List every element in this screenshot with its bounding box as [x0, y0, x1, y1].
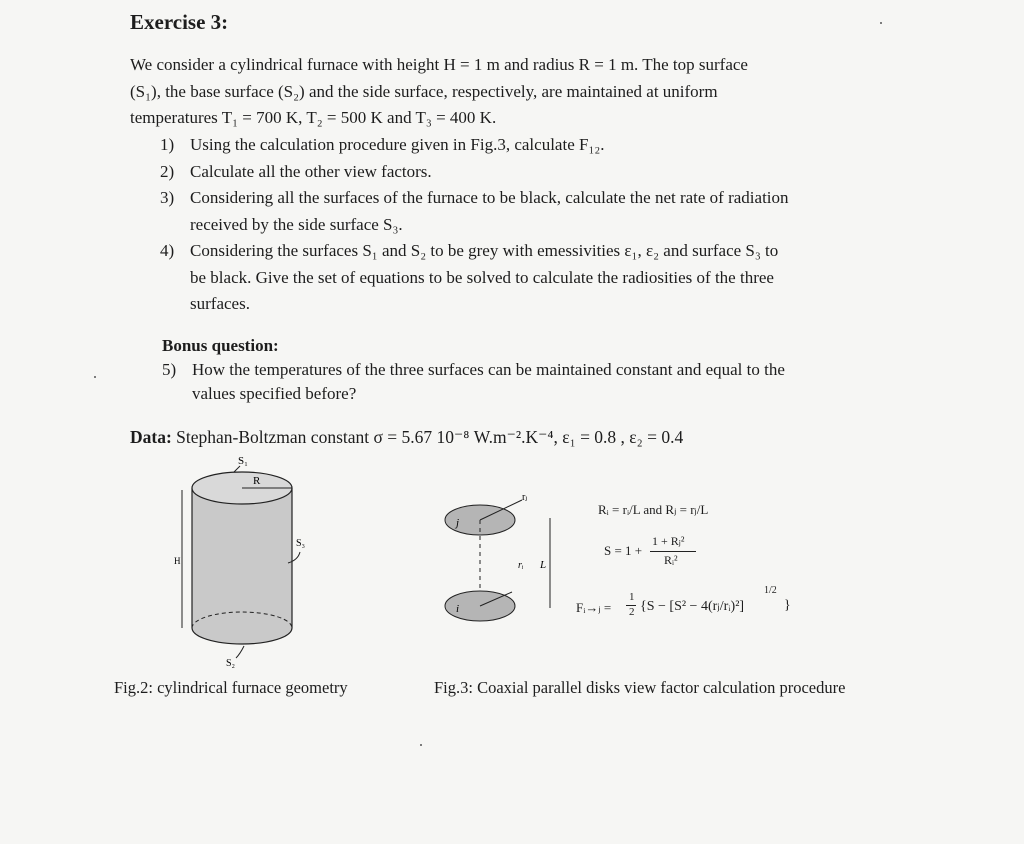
- question-number: 5): [162, 360, 177, 379]
- exercise-title: Exercise 3:: [130, 10, 229, 34]
- fig2-r-label: R: [253, 475, 261, 487]
- data-label: Data:: [130, 427, 172, 447]
- question-line: values specified before?: [192, 384, 357, 403]
- fig3-rj-label: rⱼ: [522, 492, 528, 503]
- data-text: Stephan-Boltzman constant σ = 5.67 10⁻⁸ W.m⁻².K⁻⁴, ε₁ = 0.8 , ε₂ = 0.4: [176, 427, 684, 447]
- fig3-caption: Fig.3: Coaxial parallel disks view factor calculation procedure: [434, 678, 846, 697]
- question-number: 2): [160, 161, 175, 181]
- equation-s-fraction-bar: [650, 551, 696, 552]
- intro-line: We consider a cylindrical furnace with height H = 1 m and radius R = 1 m. The top surface: [130, 55, 748, 74]
- question-line: be black. Give the set of equations to be solved to calculate the radiosities of the three: [190, 267, 774, 287]
- intro-paragraph: [130, 52, 886, 132]
- equation-f-lhs: Fᵢ→ⱼ =: [576, 600, 612, 615]
- fig3-ri-label: rᵢ: [518, 560, 524, 571]
- question-line: received by the side surface S₃.: [190, 214, 403, 234]
- cylinder-figure: [160, 448, 310, 673]
- fig2-s1-label: S₁: [238, 455, 248, 467]
- fig3-i-label: i: [456, 603, 460, 615]
- question-number: 1): [160, 135, 175, 154]
- question-number: 4): [160, 241, 175, 260]
- cylinder-body: [192, 488, 292, 628]
- question-item: [160, 238, 890, 318]
- fig2-s3-label: S₃: [296, 538, 306, 549]
- question-item: [160, 159, 890, 186]
- equation-f-body: {S − [S² − 4(rⱼ/rᵢ)²]: [640, 599, 745, 614]
- question-line: Calculate all the other view factors.: [190, 161, 432, 181]
- equation-f-exponent: 1/2: [764, 585, 777, 596]
- fig2-s2-label: S₂: [226, 658, 236, 669]
- question-line: surfaces.: [190, 294, 250, 313]
- s2-leader: [236, 646, 244, 658]
- data-row: [130, 427, 683, 448]
- scan-speck: [420, 744, 422, 746]
- equation-f-close: }: [784, 598, 791, 613]
- equation-s-denominator: Rᵢ²: [664, 553, 678, 567]
- equation-half-numerator: 1: [629, 591, 635, 603]
- intro-line: (S₁), the base surface (S₂) and the side surface, respectively, are maintained at uniform: [130, 81, 718, 101]
- question-list: [160, 132, 890, 318]
- fig3-l-label: L: [540, 559, 547, 571]
- coaxial-disks-figure: [430, 488, 570, 628]
- fig2-caption: Fig.2: cylindrical furnace geometry: [114, 678, 348, 697]
- question-item: [160, 185, 890, 238]
- question-number: 3): [160, 188, 175, 207]
- question-line: Considering all the surfaces of the furnace to be black, calculate the net rate of radiation: [190, 188, 789, 207]
- bonus-question: [162, 358, 892, 406]
- question-item: [160, 132, 890, 159]
- bonus-title: Bonus question:: [162, 336, 279, 355]
- question-line: Considering the surfaces S₁ and S₂ to be grey with emessivities ε₁, ε₂ and surface S₃ to: [190, 241, 779, 260]
- equation-s-lhs: S = 1 +: [604, 543, 643, 558]
- fig2-h-label: H: [174, 556, 181, 566]
- scan-speck: [880, 22, 882, 24]
- fig3-j-label: j: [456, 517, 460, 529]
- intro-line: temperatures T₁ = 700 K, T₂ = 500 K and T₃ = 400 K.: [130, 108, 497, 127]
- question-line: Using the calculation procedure given in Fig.3, calculate F₁₂.: [190, 135, 605, 154]
- equation-ratios: Rᵢ = rᵢ/L and Rⱼ = rⱼ/L: [598, 502, 709, 517]
- equation-half-denominator: 2: [629, 606, 635, 618]
- scan-speck: [94, 376, 96, 378]
- equation-s-numerator: 1 + Rⱼ²: [652, 534, 685, 548]
- question-line: How the temperatures of the three surfaces can be maintained constant and equal to the: [192, 360, 785, 379]
